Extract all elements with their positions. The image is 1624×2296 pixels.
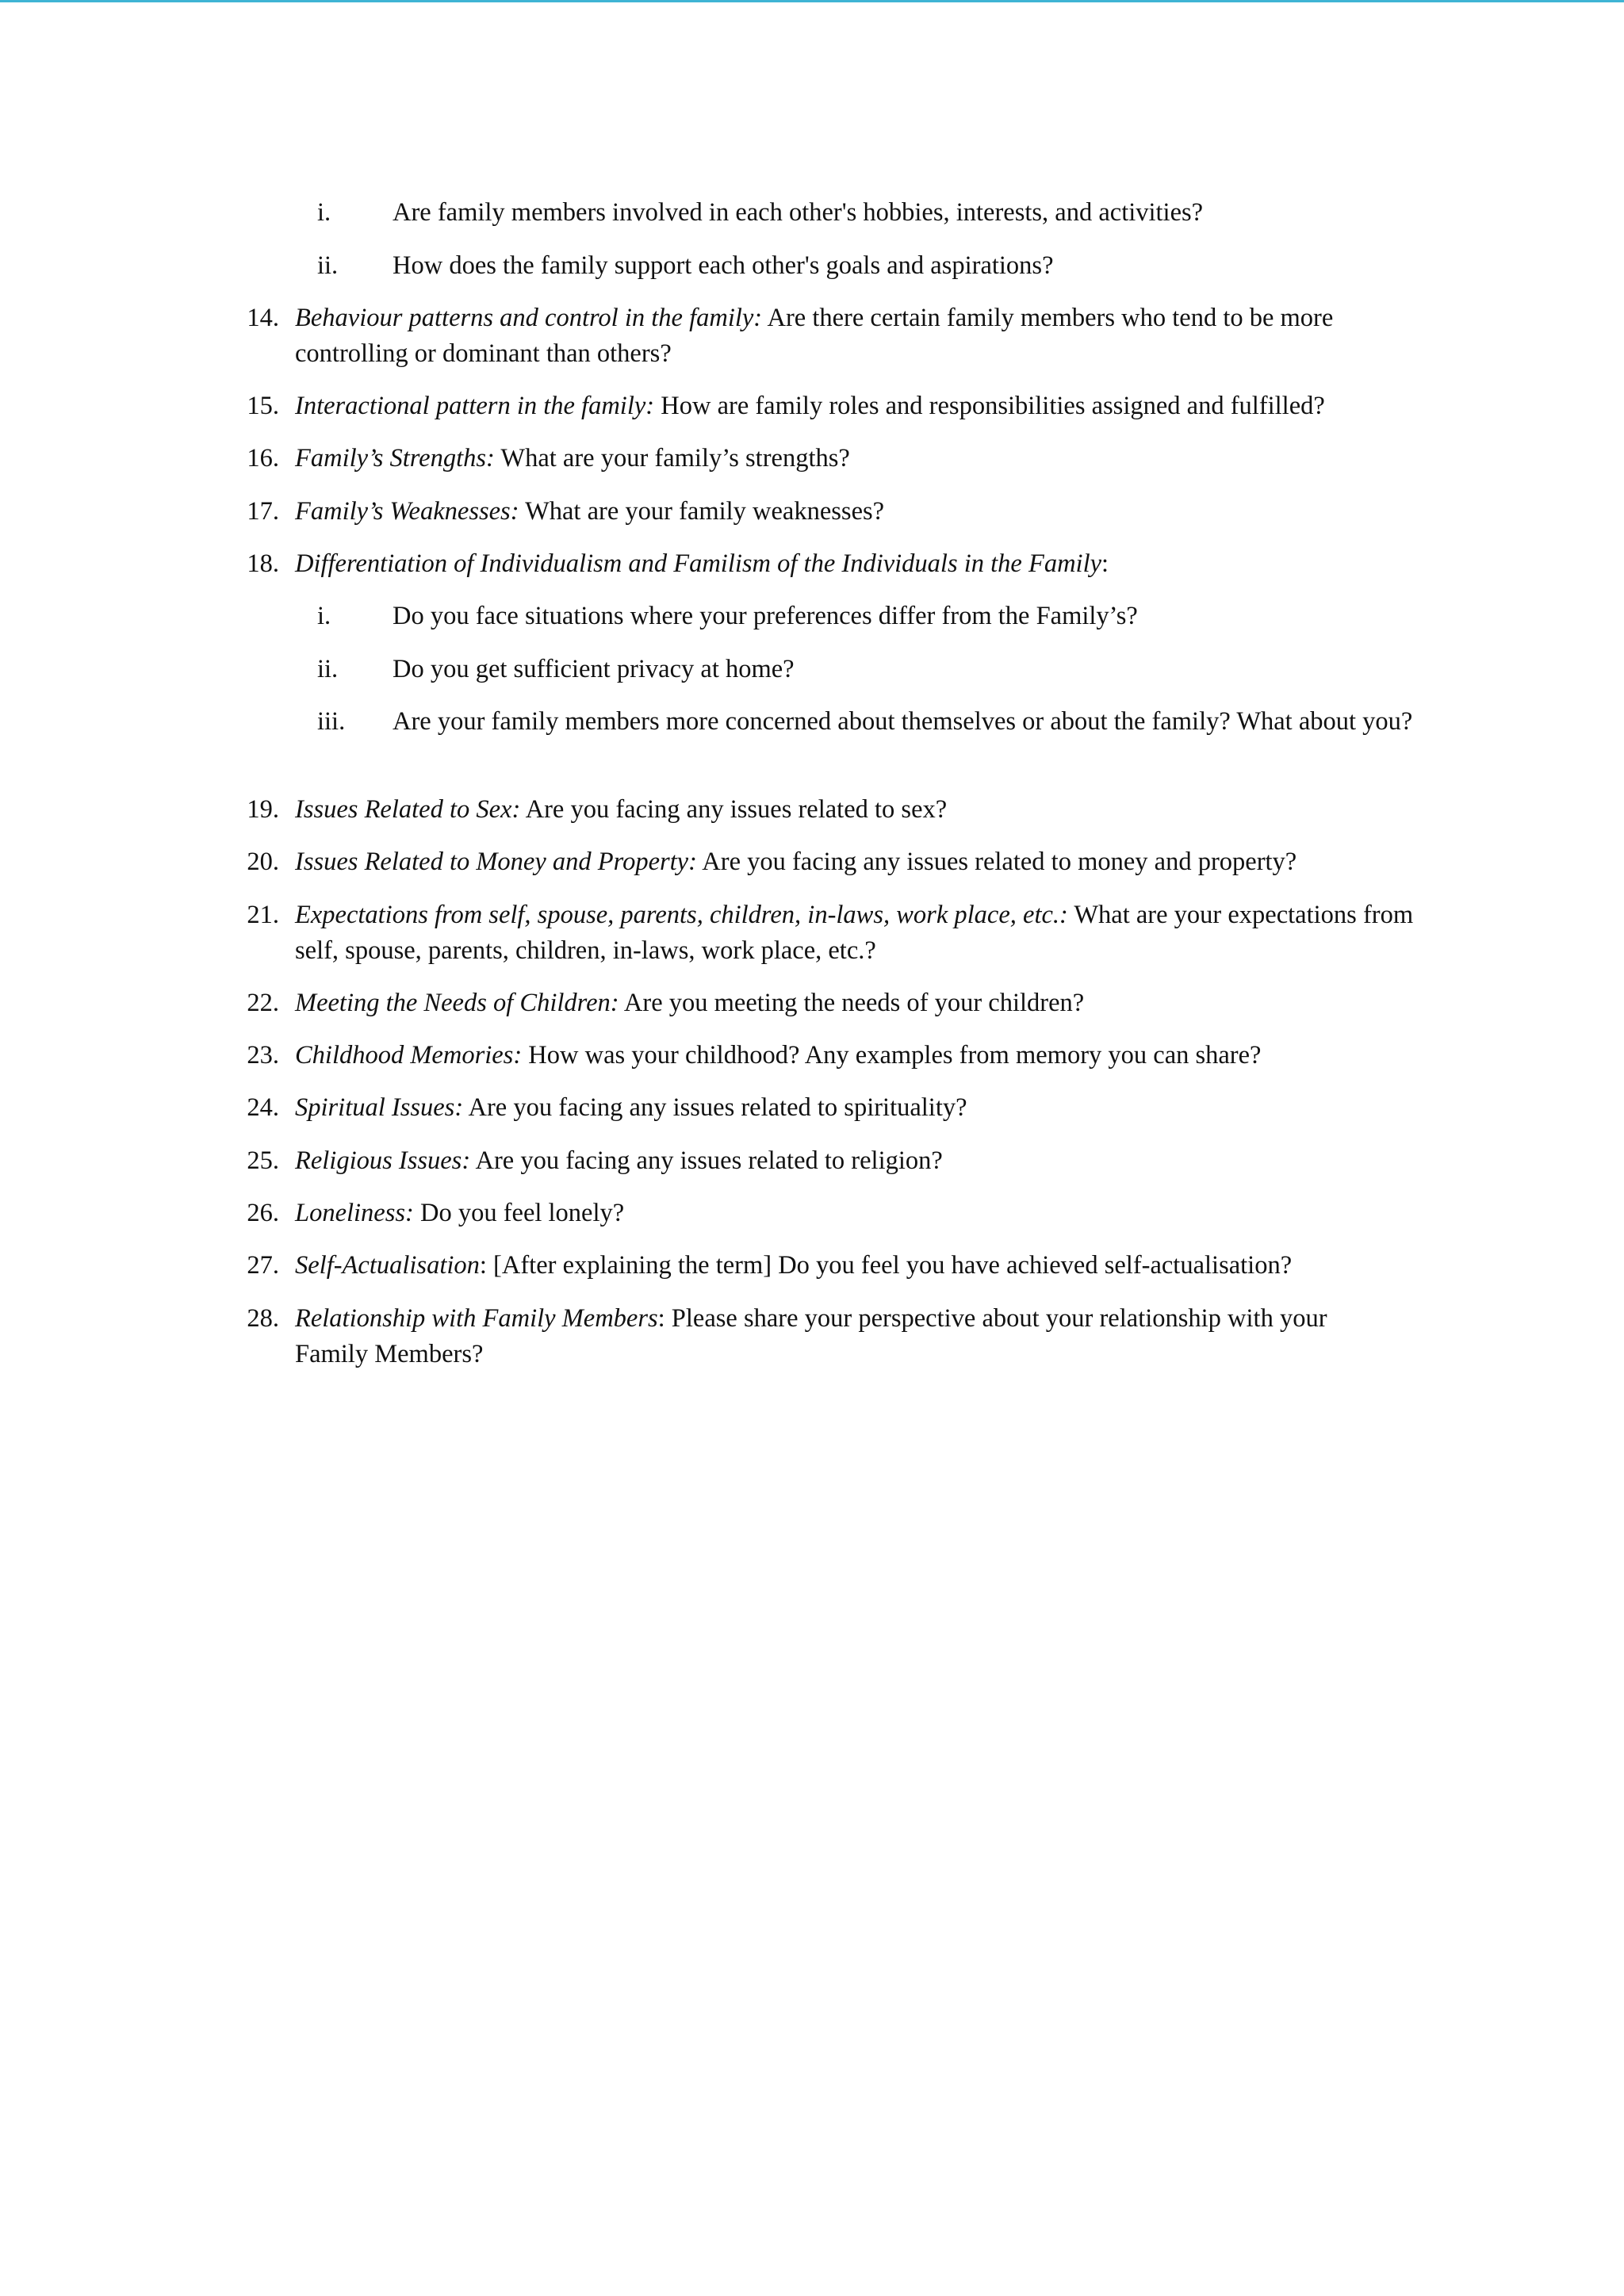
- item-term: Meeting the Needs of Children:: [295, 989, 619, 1017]
- item-number: 20.: [247, 848, 279, 876]
- item-number: 19.: [247, 795, 279, 824]
- item-number: 17.: [247, 497, 279, 526]
- item-term: Interactional pattern in the family:: [295, 392, 655, 420]
- sub-item-marker: i.: [317, 602, 331, 630]
- item-term: Childhood Memories:: [295, 1041, 523, 1070]
- item-number: 22.: [247, 989, 279, 1017]
- item-text: What are your family’s strengths?: [494, 444, 850, 473]
- item-text: What are your family weaknesses?: [519, 497, 885, 526]
- sub-item-text: Are family members involved in each other's hobbies, interests, and activities?: [393, 198, 1204, 227]
- item-text: What are your expectations from self, spouse, parents, children, in-laws, work place, etc.?: [295, 901, 1414, 965]
- item-term: Relationship with Family Members: [295, 1304, 658, 1333]
- list-item: [295, 897, 1445, 969]
- item-text: Are there certain family members who tend to be more controlling or dominant than others?: [295, 304, 1334, 368]
- list-item: [295, 792, 1469, 828]
- sub-item-marker: ii.: [317, 251, 339, 280]
- list-item: [295, 1196, 1469, 1231]
- item-text: Are you facing any issues related to money and property?: [696, 848, 1297, 876]
- list-item: [295, 300, 1429, 372]
- item-number: 21.: [247, 901, 279, 929]
- item-term: Issues Related to Sex:: [295, 795, 521, 824]
- item-term: Behaviour patterns and control in the family:: [295, 304, 763, 332]
- sub-item-text: Do you get sufficient privacy at home?: [393, 655, 795, 683]
- list-item: [295, 844, 1469, 880]
- list-item: [295, 1301, 1405, 1372]
- item-text: Are you facing any issues related to sex?: [520, 795, 948, 824]
- sub-item-marker: iii.: [317, 707, 346, 736]
- item-text: : [After explaining the term] Do you feel you have achieved self-actualisation?: [479, 1251, 1293, 1280]
- list-item: [295, 494, 1469, 530]
- list-item: [295, 546, 1469, 582]
- item-number: 16.: [247, 444, 279, 473]
- sub-item-marker: ii.: [317, 655, 339, 683]
- item-term: Expectations from self, spouse, parents, children, in-laws, work place, etc.:: [295, 901, 1068, 929]
- item-number: 24.: [247, 1093, 279, 1122]
- item-text: Are you facing any issues related to religion?: [470, 1146, 943, 1175]
- item-number: 28.: [247, 1304, 279, 1333]
- sub-item-text: How does the family support each other's goals and aspirations?: [393, 251, 1054, 280]
- item-number: 25.: [247, 1146, 279, 1175]
- list-item: [295, 1143, 1469, 1179]
- item-term: Family’s Strengths:: [295, 444, 495, 473]
- item-text: Do you feel lonely?: [413, 1199, 625, 1227]
- item-text: How are family roles and responsibilities assigned and fulfilled?: [654, 392, 1325, 420]
- item-number: 15.: [247, 392, 279, 420]
- item-term: Differentiation of Individualism and Familism of the Individuals in the Family: [295, 549, 1102, 578]
- item-number: 14.: [247, 304, 279, 332]
- item-number: 26.: [247, 1199, 279, 1227]
- item-term: Issues Related to Money and Property:: [295, 848, 697, 876]
- sub-item-marker: i.: [317, 198, 331, 227]
- list-item: [295, 441, 1469, 476]
- list-item: [295, 1038, 1469, 1073]
- list-item: [295, 388, 1469, 424]
- item-text: Are you facing any issues related to spirituality?: [463, 1093, 967, 1122]
- list-item: [295, 1090, 1469, 1126]
- list-item: [295, 985, 1469, 1021]
- item-term: Family’s Weaknesses:: [295, 497, 519, 526]
- item-term: Self-Actualisation: [295, 1251, 480, 1280]
- item-number: 18.: [247, 549, 279, 578]
- item-term: Loneliness:: [295, 1199, 414, 1227]
- sub-item-text: Do you face situations where your preferences differ from the Family’s?: [393, 602, 1138, 630]
- item-term: Spiritual Issues:: [295, 1093, 464, 1122]
- item-text: Are you meeting the needs of your children?: [619, 989, 1085, 1017]
- sub-item-text: Are your family members more concerned about themselves or about the family? What about you?: [393, 707, 1413, 736]
- top-accent-rule: [0, 0, 1624, 2]
- item-number: 27.: [247, 1251, 279, 1280]
- item-term: Religious Issues:: [295, 1146, 471, 1175]
- item-text: : Please share your perspective about your relationship with your Family Members?: [295, 1304, 1327, 1368]
- item-number: 23.: [247, 1041, 279, 1070]
- item-text: :: [1101, 549, 1109, 578]
- list-item: [295, 1248, 1469, 1284]
- item-text: How was your childhood? Any examples from memory you can share?: [522, 1041, 1262, 1070]
